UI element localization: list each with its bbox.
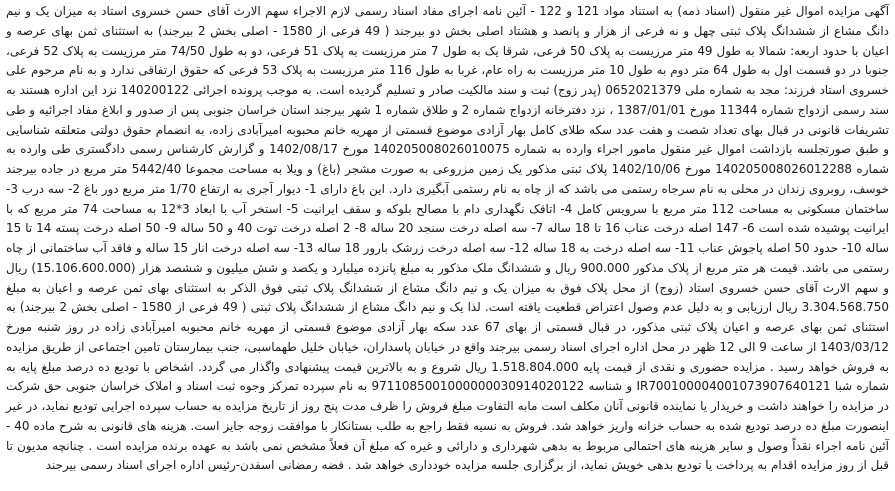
auction-notice-text: آگهی مزایده اموال غیر منقول (اسناد ذمه) به استناد مواد 121 و 122 - آئین نامه اجرای مفاد اسناد رسمی لازم الاجراء سهم الارث آقای حسن خسروی استاد به میزان یک و نیم دانگ مشاع از ششدانگ پلاک ثبتی چهل و نه فرعی از هزار و پانصد و هشتاد اصلی بخش دو بیرجند ( 49 فرعی از 1580 - اصلی بخش 2 بیرجند) به استثنای ثمن بهای عرصه و اعیان با حدود اربعه: شمالا به طول 49 متر مرزیست به پلاک 50 فرعی، شرقا یک به طول 7 متر مرزیست به پلاک 51 فرعی، دو به طول 74/50 متر مرزیست به پلاک 52 فرعی، جنوبا در دو قسمت اول به طول 64 متر دوم به طول 10 متر مرزیست به راه عام، غربا به طول 116 متر مرزیست به پلاک 53 فرعی که حقوق ارتفاقی ندارد و به نام مرحوم علی خسروی استاد فرزند: مجد به شماره ملی 0652021379 (پدر زوج) ثبت و سند مالکیت صادر و تسلیم گردیده است. به موجب پرونده اجرائی 140200122 نزد این اداره هستند به سند رسمی ازدواج شماره 11344 مورخ 1387/01/01 ، نزد دفترخانه ازدواج شماره 2 و طلاق شماره 1 شهر بیرجند استان خراسان جنوبی پس از صدور و ابلاغ مفاد اجرائیه و طی تشریفات قانونی در قبال بهای تعداد شصت و هفت عدد سکه طلای کامل بهار آزادی موضوع قسمتی از مهریه خانم محبوبه امیرآبادی زاده، به انضمام حقوق دولتی متعلقه شناسایی و طبق صورتجلسه بازداشت اموال غیر منقول مامور اجراء وارده به شماره 140205008026010075 مورخ 1402/08/17 و گزارش کارشناس رسمی دادگستری طی وارده به شماره 140205008026012288 مورخ 1402/10/06 پلاک ثبتی مذکور یک زمین مزروعی به صورت مشجر (باغ) و ویلا به مساحت مجموعا 5442/40 متر مربع در جاده بیرجند خوسف، روبروی زندان در محلی به نام سرجاه رستمی می باشد که از چاه به نام رستمی آبگیری دارد. این باغ دارای 1- دیوار آجری به ارتفاع 1/70 متر مربع دور باغ 2- سه درب 3- ساختمان مسکونی به مساحت 112 متر مربع با سرویس کامل 4- اتاقک نگهداری دام با مصالح بلوکه و سقف ایرانیت 5- استخر آب با ابعاد 3*12 به مساحت 74 متر مربع که با ایرانیت پوشیده شده است 6- 147 اصله درخت عناب 16 تا 18 ساله 7- سه اصله درخت سنجد 20 ساله 8- 2 اصله درخت توت 40 و 50 ساله 9- 50 اصله درخت پسته 14 تا 15 ساله 10- حدود 50 اصله پاجوش عناب 11- سه اصله درخت به 18 ساله 12- سه اصله درخت زرشک بارور 18 ساله 13- سه اصله درخت انار 15 ساله و فاقد آب ساختمانی از چاه رستمی می باشد. قیمت هر متر مربع از پلاک مذکور 900.000 ریال و ششدانگ ملک مذکور به مبلغ پانزده میلیارد و یکصد و شش میلیون و ششصد هزار (15.106.600.000) ریال و سهم الارث آقای حسن خسروی استاد (زوج) از محل پلاک فوق به میزان یک و نیم دانگ مشاع از ششدانگ پلاک ثبتی فوق الذکر به استثنای بهای ثمن عرصه و اعیان به مبلغ 3.304.568.750 ریال ارزیابی و به دلیل عدم وصول اعتراض قطعیت یافته است. لذا یک و نیم دانگ مشاع از ششدانگ پلاک ثبتی ( 49 فرعی از 1580 - اصلی بخش 2 بیرجند) به استثنای ثمن بهای عرصه و اعیان پلاک ثبتی مذکور، در قبال قسمتی از بهای 67 عدد سکه بهار آزادی موضوع قسمتی از مهریه خانم محبوبه امیرآبادی زاده در روز شنبه مورخ 1403/03/12 از ساعت 9 الی 12 ظهر در محل اداره اجرای اسناد رسمی بیرجند واقع در خیابان پاسداران، خیابان خلیل طهماسبی، جنب بیمارستان تامین اجتماعی از طریق مزایده به فروش خواهد رسید . مزایده حضوری و نقدی از قیمت پایه 1.518.804.000 ریال شروع و به بالاترین قیمت پیشنهادی واگذار می گردد. اشخاص با تودیع ده درصد مبلغ پایه به شماره شبا IR700100004001073907640121 و شناسه 9711085001000000030914020122 به نام سپرده تمرکز وجوه ثبت اسناد و املاک خراسان جنوبی حق شرکت در مزایده را خواهند داشت و خریدار یا نماینده قانونی آنان مکلف است مابه التفاوت مبلغ فروش را ظرف مدت پنج روز از تاریخ مزایده به حساب سپرده اجرایی تودیع نماید، در غیر اینصورت مبلغ ده درصد تودیع شده به حساب خزانه واریز خواهد شد. فروش به نسیه فقط راجع به طلب بستانکار با موافقت زوجه جایز است. هزینه های قانونی به شرح ماده 40 - آئین نامه اجراء نقداً وصول و سایر هزینه های احتمالی مربوط به بدهی شهرداری و دارائی و غیره که مبلغ آن فعلاً مشخص نمی باشد به عهده برنده مزایده است . چنانچه مدیون تا قبل از روز مزایده اقدام به پرداخت یا تودیع بدهی خویش نماید، از برگزاری جلسه مزایده خودداری خواهد شد . فضه رمضانی اسفدن-رئیس اداره اجرای اسناد رسمی بیرجند bbox=[6, 4, 890, 473]
